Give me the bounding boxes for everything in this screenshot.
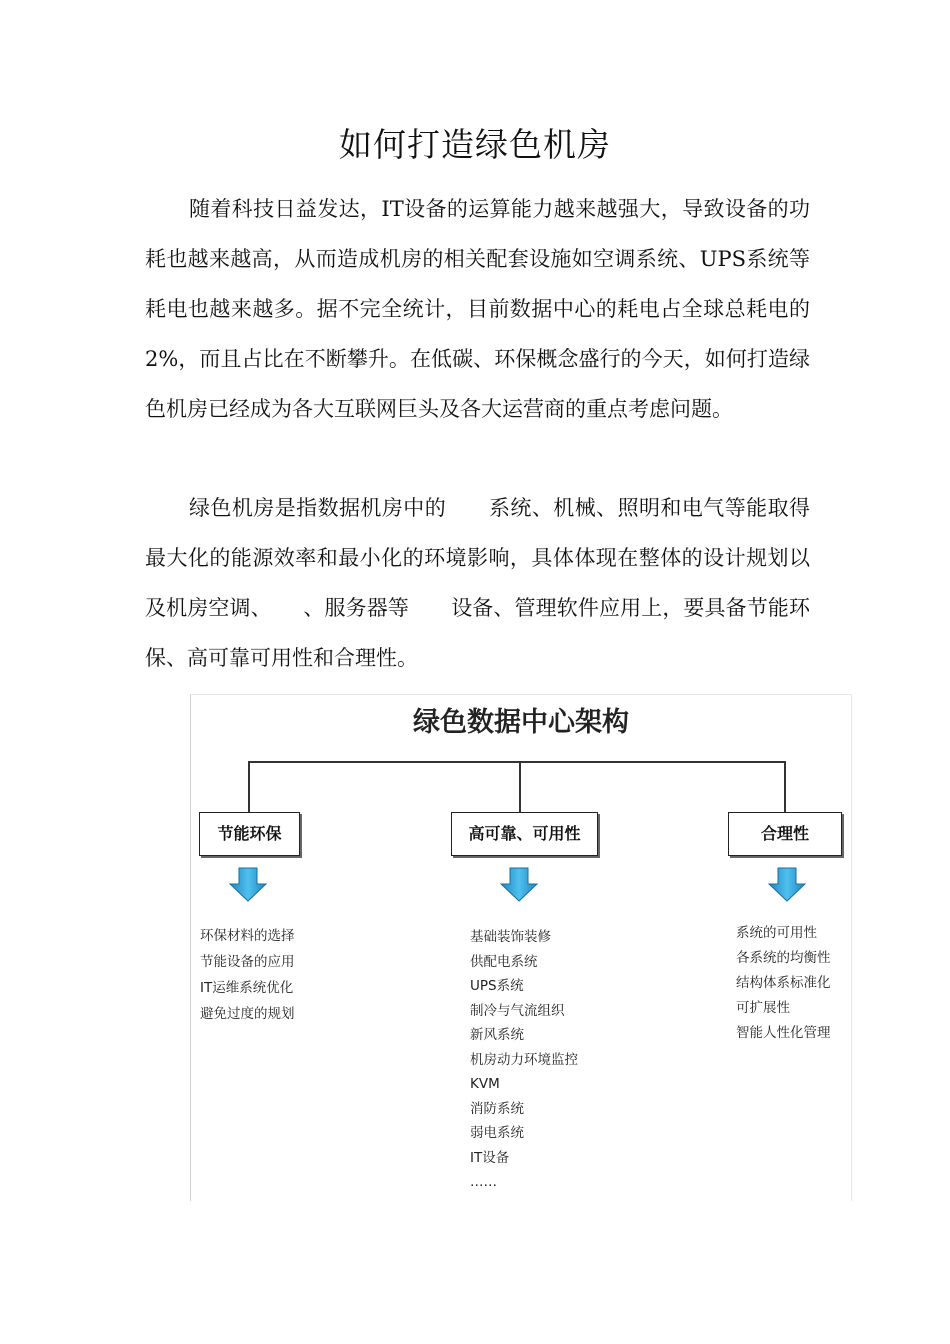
- page-title: 如何打造绿色机房: [339, 125, 611, 164]
- list-item: 可扩展性: [736, 1000, 790, 1016]
- diagram-title: 绿色数据中心架构: [413, 707, 629, 738]
- list-item: IT设备: [470, 1149, 510, 1166]
- rationality-items: [736, 921, 831, 1046]
- connector-center: [519, 761, 521, 812]
- list-item: IT运维系统优化: [200, 980, 294, 996]
- list-item: 结构体系标准化: [736, 975, 831, 991]
- down-arrow-icon: [767, 867, 807, 903]
- list-item: 供配电系统: [470, 953, 538, 970]
- list-item: 消防系统: [470, 1100, 524, 1117]
- connector-horizontal: [248, 761, 784, 763]
- list-item: 环保材料的选择: [200, 928, 295, 944]
- list-item: 各系统的均衡性: [736, 950, 831, 966]
- connector-right: [784, 761, 786, 812]
- list-item: 弱电系统: [470, 1125, 524, 1141]
- category-box-energy-saving: 节能环保: [199, 812, 300, 856]
- energy-saving-items: [200, 923, 295, 1027]
- connector-left: [248, 761, 250, 812]
- list-item: UPS系统: [470, 978, 524, 994]
- list-item: 避免过度的规划: [200, 1006, 295, 1022]
- list-item: 系统的可用性: [736, 925, 817, 941]
- category-box-rationality: 合理性: [728, 812, 842, 856]
- down-arrow-icon: [228, 867, 268, 903]
- list-item: 机房动力环境监控: [470, 1051, 578, 1068]
- list-item: 新风系统: [470, 1027, 524, 1043]
- list-item: 基础装饰装修: [470, 929, 551, 945]
- list-item: 节能设备的应用: [200, 954, 295, 970]
- list-item: 制冷与气流组织: [470, 1002, 565, 1019]
- intro-paragraph: 随着科技日益发达，IT设备的运算能力越来越强大，导致设备的功耗也越来越高，从而造成机房的相关配套设施如空调系统、UPS系统等耗电也越来越多。据不完全统计，目前数据中心的耗电占全球总耗电的 2%，而且占比在不断攀升。在低碳、环保概念盛行的今天，如何打造绿色机房已经成为各大互联网巨头及各大运营商的重点考虑问题。: [145, 197, 810, 421]
- list-item: 智能人性化管理: [736, 1025, 831, 1041]
- list-item: KVM: [470, 1076, 500, 1092]
- list-item: ……: [470, 1174, 497, 1190]
- category-box-reliability: 高可靠、可用性: [451, 812, 598, 856]
- reliability-items: [470, 925, 578, 1195]
- architecture-diagram: [190, 694, 852, 1201]
- down-arrow-icon: [499, 867, 539, 903]
- definition-paragraph: 绿色机房是指数据机房中的 系统、机械、照明和电气等能取得最大化的能源效率和最小化的环境影响，具体体现在整体的设计规划以及机房空调、 、服务器等 设备、管理软件应用上，要具备节能环保、高可靠可用性和合理性。: [145, 496, 810, 670]
